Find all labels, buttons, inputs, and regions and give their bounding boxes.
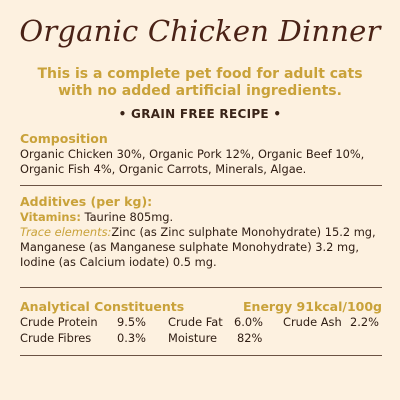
- constituent-value: 9.5%: [117, 315, 146, 329]
- vitamins-value: Taurine 805mg.: [80, 210, 174, 224]
- divider: [20, 287, 382, 288]
- constituent-value: 6.0%: [234, 315, 263, 329]
- constituent-label: Crude Ash: [283, 315, 342, 329]
- constituent-label: Moisture: [168, 331, 218, 345]
- composition-line: Organic Chicken 30%, Organic Pork 12%, Organic Beef 10%,: [20, 147, 365, 161]
- composition-line: Organic Fish 4%, Organic Carrots, Minerals, Algae.: [20, 162, 307, 176]
- trace-line: [20, 225, 390, 240]
- composition-heading: Composition: [20, 131, 108, 146]
- energy-value: Energy 91kcal/100g: [243, 299, 382, 314]
- product-subtitle: [0, 66, 400, 100]
- trace-value: Zinc (as Zinc sulphate Monohydrate) 15.2 mg,: [111, 225, 376, 239]
- constituent-value: 82%: [237, 331, 263, 345]
- additives-text: [20, 210, 390, 270]
- analytical-heading: Analytical Constituents: [20, 299, 185, 314]
- trace-line: Iodine (as Calcium iodate) 0.5 mg.: [20, 255, 217, 269]
- additives-heading: Additives (per kg):: [20, 194, 153, 209]
- constituent-label: Crude Fibres: [20, 331, 92, 345]
- vitamins-line: [20, 210, 390, 225]
- divider: [20, 185, 382, 186]
- constituent-label: Crude Fat: [168, 315, 223, 329]
- composition-text: [20, 147, 390, 177]
- product-title: Organic Chicken Dinner: [19, 14, 381, 48]
- constituent-value: 2.2%: [350, 315, 379, 329]
- subtitle-line: This is a complete pet food for adult cats: [37, 66, 363, 82]
- constituent-value: 0.3%: [117, 331, 146, 345]
- subtitle-line: with no added artificial ingredients.: [58, 83, 342, 99]
- trace-elements-label: Trace elements:: [20, 225, 112, 239]
- constituent-label: Crude Protein: [20, 315, 98, 329]
- trace-line: Manganese (as Manganese sulphate Monohydrate) 3.2 mg,: [20, 240, 359, 254]
- grain-free-badge: • GRAIN FREE RECIPE •: [118, 107, 282, 121]
- vitamins-label: Vitamins:: [20, 210, 81, 224]
- divider: [20, 355, 382, 356]
